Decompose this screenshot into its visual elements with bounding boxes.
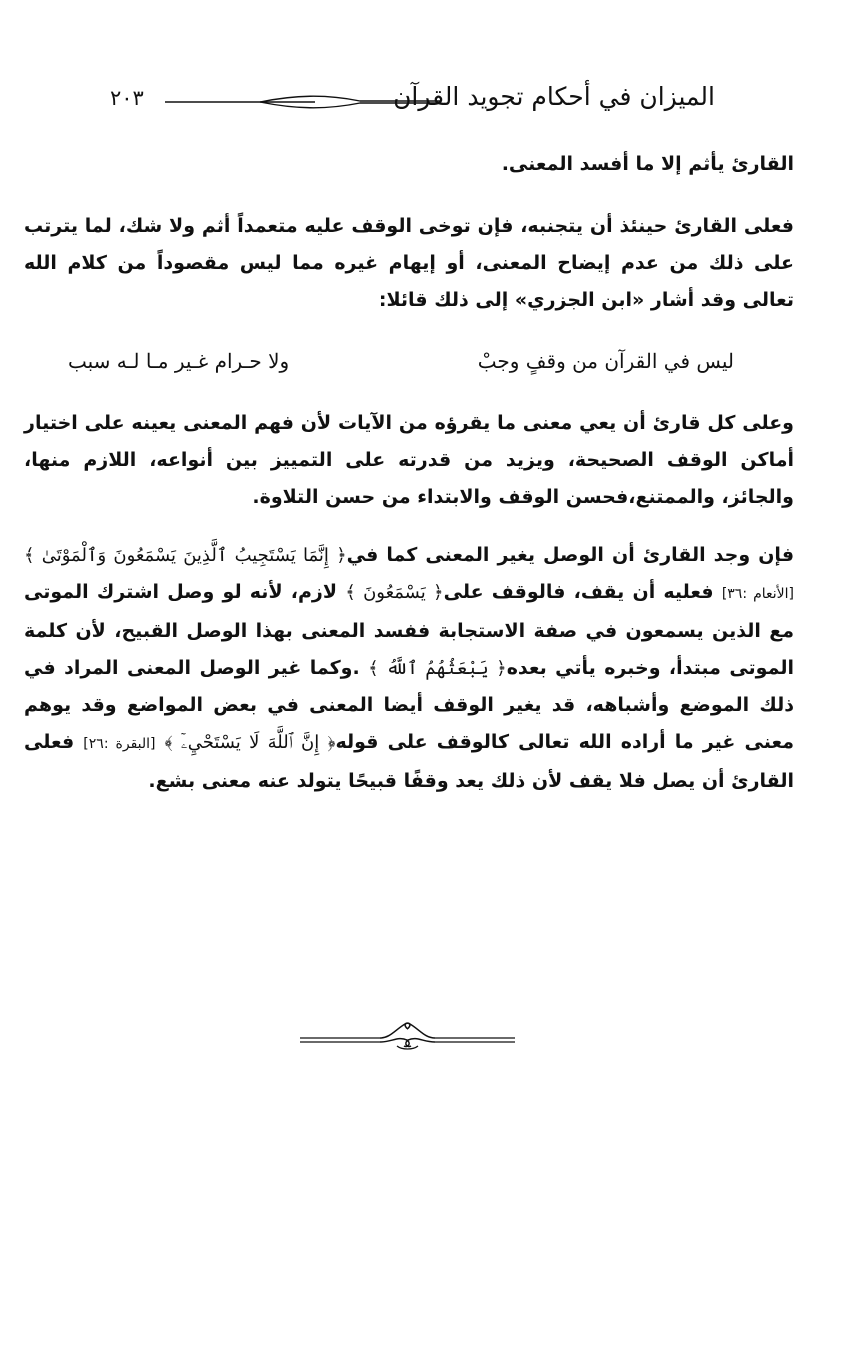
verse-reference-1: [الأنعام :٣٦] bbox=[721, 586, 794, 602]
poem-second-hemistich: ولا حـرام غـير مـا لـه سبب bbox=[68, 349, 290, 373]
paragraph-4-part-e: فعلى القارئ أن يصل فلا يقف لأن ذلك يعد وقفًا قبيحًا يتولد عنه معنى بشع. bbox=[24, 731, 794, 792]
arrow-rule-icon bbox=[165, 92, 440, 112]
poem-first-hemistich: ليس في القرآن من وقفٍ وجبْ bbox=[477, 349, 734, 373]
paragraph-2: فعلى القارئ حينئذ أن يتجنبه، فإن توخى الوقف عليه متعمداً أثم ولا شك، لما يترتب على ذلك من عدم إيضاح المعنى، أو إيهام غيره مما ليس مقصوداً من كلام الله تعالى وقد أشار «ابن الجزري» إلى ذلك قائلا: bbox=[24, 215, 794, 311]
paragraph-4 bbox=[24, 537, 794, 800]
quran-verse-1: ﴿ إِنَّمَا يَسْتَجِيبُ ٱلَّذِينَ يَسْمَعُونَ وَٱلْمَوْتَىٰ ﴾ bbox=[24, 545, 347, 566]
main-text bbox=[24, 146, 794, 800]
paragraph-3: وعلى كل قارئ أن يعي معنى ما يقرؤه من الآيات لأن فهم المعنى يعينه على اختيار أماكن الوقف الصحيحة، ويزيد من قدرته على التمييز بين أنواعه، اللازم منها، والجائز، والممتنع،فحسن الوقف والابتداء من حسن التلاوة. bbox=[24, 412, 794, 508]
paragraph-4-part-d: .وكما غير الوصل المعنى المراد في ذلك الموضع وأشباهه، قد يغير الوقف أيضا المعنى في بعض المواضع وقد يوهم معنى غير ما أراده الله تعالى كالوقف على قوله bbox=[24, 657, 794, 753]
paragraph-4-part-c: لازم، لأنه لو وصل اشترك الموتى مع الذين يسمعون في صفة الاستجابة ففسد المعنى بهذا الوصل القبيح، لأن كلمة الموتى مبتدأ، وخبره يأتي بعده bbox=[24, 581, 794, 679]
poem-verse bbox=[24, 343, 794, 380]
page-header bbox=[110, 82, 715, 122]
page-number: ٢٠٣ bbox=[110, 86, 144, 110]
quran-verse-3: ﴿ يَبْعَثُهُمُ ٱللَّهُ ﴾ bbox=[368, 658, 507, 679]
floral-divider-icon bbox=[300, 1016, 515, 1052]
quran-verse-2: ﴿ يَسْمَعُونَ ﴾ bbox=[345, 582, 444, 603]
verse-reference-2: [البقرة :٢٦] bbox=[83, 736, 156, 752]
book-title: الميزان في أحكام تجويد القرآن bbox=[393, 82, 715, 111]
paragraph-4-part-a: فإن وجد القارئ أن الوصل يغير المعنى كما في bbox=[346, 544, 795, 566]
paragraph-4-part-b: فعليه أن يقف، فالوقف على bbox=[443, 581, 714, 603]
paragraph-1: القارئ يأثم إلا ما أفسد المعنى. bbox=[501, 153, 794, 175]
quran-verse-4: ﴿ إِنَّ ٱللَّهَ لَا يَسْتَحْيِۦٓ ﴾ bbox=[164, 732, 336, 753]
